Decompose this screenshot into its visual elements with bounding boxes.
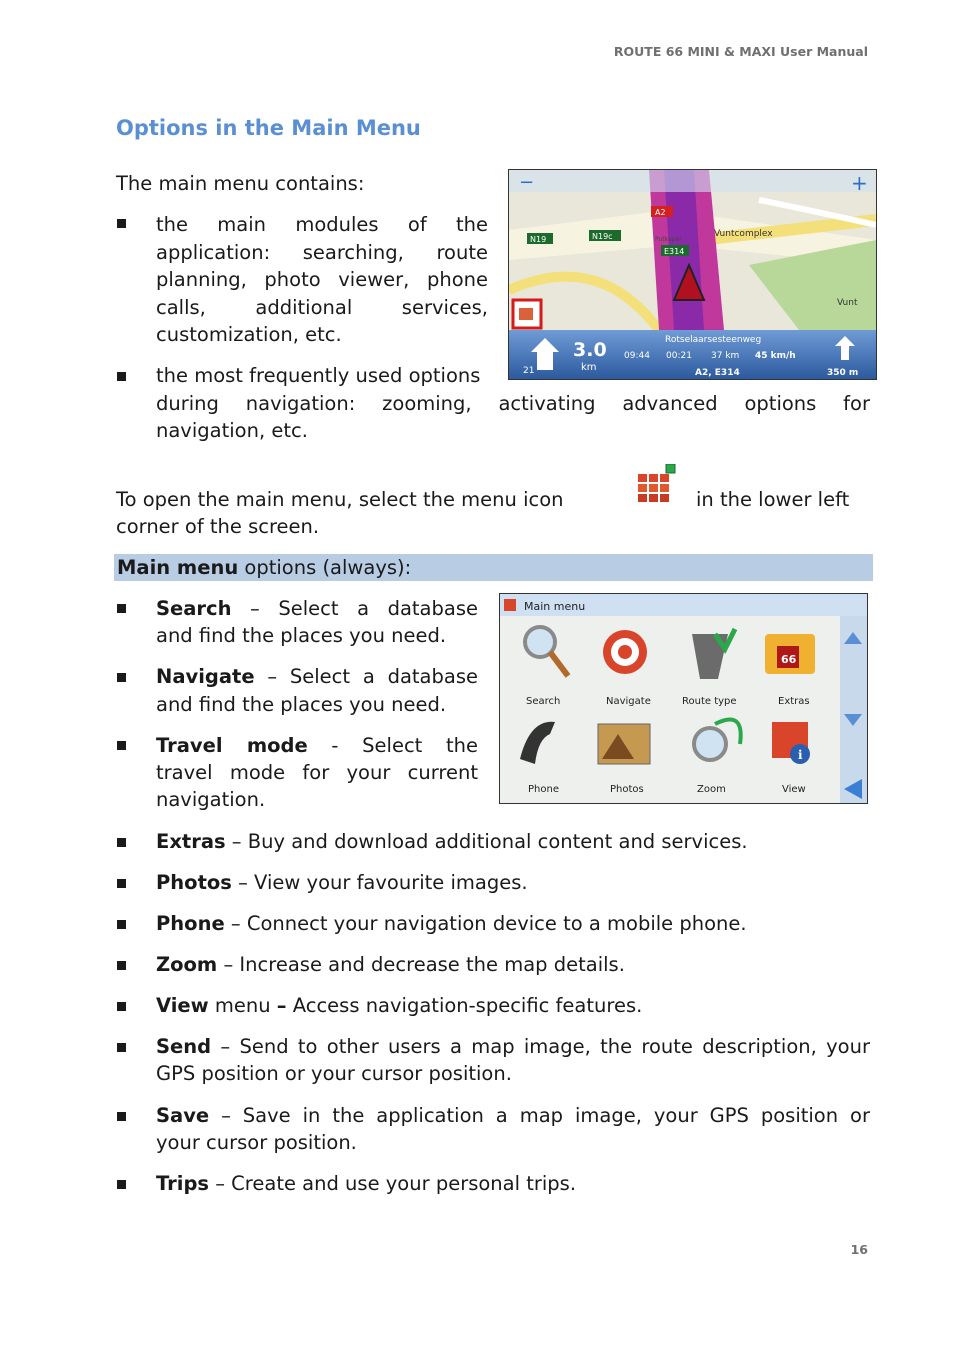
next-turn-distance: 3.0 (573, 339, 607, 361)
item-extras: Extras – Buy and download additional content and services. (156, 830, 748, 853)
item-search-line2: and find the places you need. (156, 624, 447, 647)
open-menu-text-c: corner of the screen. (116, 515, 320, 538)
zoom-icon (694, 728, 726, 760)
running-header: ROUTE 66 MINI & MAXI User Manual (613, 44, 868, 59)
bullet-marker (117, 219, 126, 228)
item-zoom: Zoom – Increase and decrease the map details. (156, 953, 625, 976)
item-send-line2: GPS position or your cursor position. (156, 1062, 512, 1085)
band-rest: options (always): (238, 556, 412, 579)
zoom-out-icon: − (519, 172, 535, 193)
stat-remaining-time: 00:21 (666, 351, 692, 361)
label-zoom: Zoom (697, 784, 726, 795)
bullet-modules-line4: calls, additional services, (156, 296, 488, 319)
label-photos: Photos (610, 784, 644, 795)
zoom-in-icon: + (851, 171, 868, 195)
open-menu-text-b: in the lower left (696, 488, 850, 511)
label-route-type: Route type (682, 696, 737, 707)
label-phone: Phone (528, 784, 559, 795)
band-bold: Main menu (117, 556, 239, 579)
bullet-options-line2: during navigation: zooming, activating advanced options for (156, 392, 870, 415)
bullet-modules-line1: the main modules of the (156, 213, 488, 236)
road-label: N19 (530, 235, 547, 244)
place-label: Putkapel (655, 236, 681, 243)
road-label: A2 (655, 208, 666, 217)
bullet-marker (117, 372, 126, 381)
open-menu-text-a: To open the main menu, select the menu icon (116, 488, 564, 511)
intro-text: The main menu contains: (116, 172, 365, 195)
bullet-options-line1: the most frequently used options (156, 364, 481, 387)
item-view: View menu – Access navigation-specific features. (156, 994, 643, 1017)
bullet-modules-line2: application: searching, route (156, 241, 488, 264)
bullet-marker (117, 1002, 126, 1011)
item-photos: Photos – View your favourite images. (156, 871, 528, 894)
bullet-marker (117, 920, 126, 929)
item-travel-line3: navigation. (156, 788, 266, 811)
item-phone: Phone – Connect your navigation device to a mobile phone. (156, 912, 747, 935)
exit-number: 21 (523, 366, 535, 376)
label-extras: Extras (778, 696, 810, 707)
bullet-marker (117, 1112, 126, 1121)
bullet-marker (117, 879, 126, 888)
page-number: 16 (850, 1242, 868, 1257)
bullet-marker (117, 604, 126, 613)
main-menu-screenshot (499, 593, 868, 804)
section-title: Options in the Main Menu (116, 116, 421, 140)
item-search-line1: Search – Select a database (156, 597, 478, 620)
item-navigate-line1: Navigate – Select a database (156, 665, 478, 688)
road-summary: A2, E314 (695, 368, 740, 378)
place-label: Vuntcomplex (714, 229, 773, 239)
stat-remaining-distance: 37 km (711, 351, 740, 361)
menu-title: Main menu (524, 600, 586, 613)
label-view: View (782, 784, 806, 795)
distance-unit: km (581, 362, 597, 373)
bullet-modules-line3: planning, photo viewer, phone (156, 268, 488, 291)
bullet-marker (117, 741, 126, 750)
label-navigate: Navigate (606, 696, 651, 707)
bullet-marker (117, 673, 126, 682)
item-send-line1: Send – Send to other users a map image, the route description, your (156, 1035, 870, 1058)
stat-time: 09:44 (624, 351, 650, 361)
road-label: N19c (592, 232, 613, 241)
stat-speed: 45 km/h (755, 351, 796, 361)
item-save-line1: Save – Save in the application a map image, your GPS position or (156, 1104, 870, 1127)
item-travel-line2: travel mode for your current (156, 761, 478, 784)
bullet-modules-line5: customization, etc. (156, 323, 342, 346)
place-label: Vunt (837, 298, 858, 308)
item-navigate-line2: and find the places you need. (156, 693, 447, 716)
bullet-marker (117, 838, 126, 847)
item-travel-line1: Travel mode - Select the (156, 734, 479, 757)
bullet-marker (117, 1043, 126, 1052)
label-search: Search (526, 696, 561, 707)
next-turn-remaining: 350 m (827, 368, 859, 378)
bullet-marker (117, 961, 126, 970)
extras-badge: 66 (781, 653, 797, 666)
bullet-marker (117, 1180, 126, 1189)
road-label: E314 (664, 247, 685, 256)
item-trips: Trips – Create and use your personal trips. (156, 1172, 577, 1195)
navigation-screenshot (508, 169, 877, 380)
menu-grid-icon (636, 464, 678, 504)
bullet-options-line3: navigation, etc. (156, 419, 308, 442)
street-name: Rotselaarsesteenweg (665, 335, 762, 345)
svg-text:i: i (798, 748, 803, 762)
item-save-line2: your cursor position. (156, 1131, 357, 1154)
section-band (114, 554, 873, 581)
